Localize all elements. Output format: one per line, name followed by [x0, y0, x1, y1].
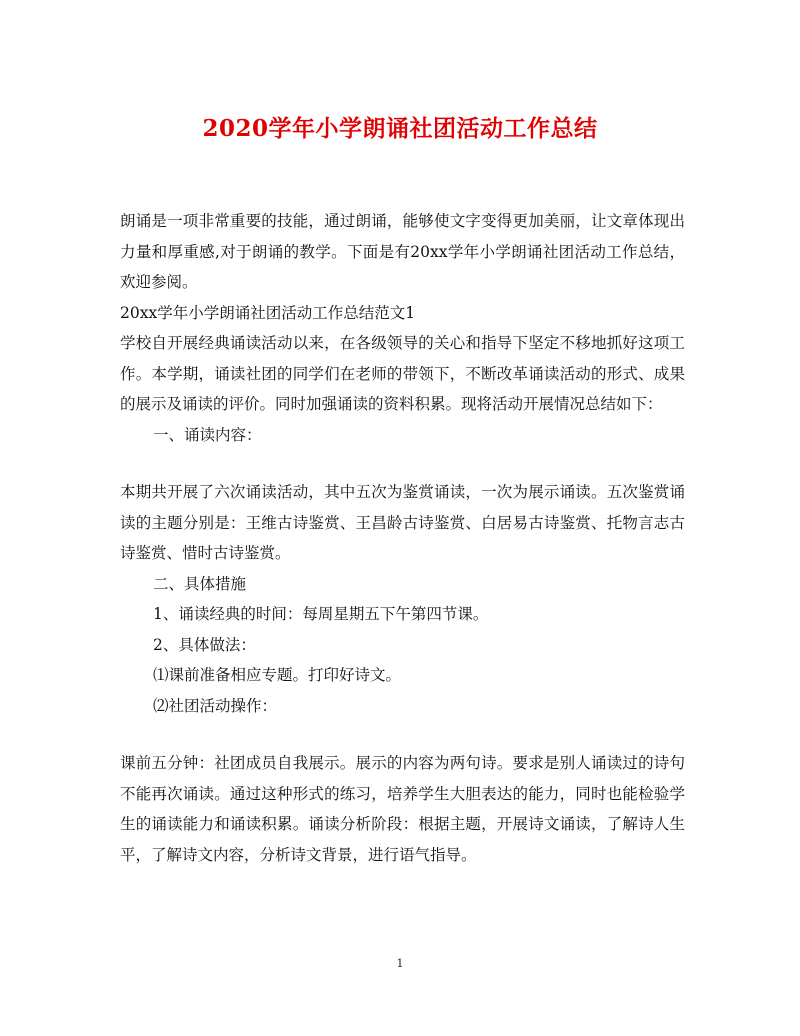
intro-paragraph: 朗诵是一项非常重要的技能，通过朗诵，能够使文字变得更加美丽，让文章体现出力量和厚重感,对于朗诵的教学。下面是有20xx学年小学朗诵社团活动工作总结，欢迎参阅。 [120, 212, 685, 291]
list-item: ⑴课前准备相应专题。打印好诗文。 [153, 666, 402, 684]
page-number: 1 [396, 957, 404, 970]
list-item: 1、诵读经典的时间：每周星期五下午第四节课。 [153, 605, 489, 623]
document-body [120, 206, 685, 870]
body-paragraph: 本期共开展了六次诵读活动，其中五次为鉴赏诵读，一次为展示诵读。五次鉴赏诵读的主题分别是：王维古诗鉴赏、王昌龄古诗鉴赏、白居易古诗鉴赏、托物言志古诗鉴赏、惜时古诗鉴赏。 [120, 483, 685, 562]
body-paragraph: 学校自开展经典诵读活动以来，在各级领导的关心和指导下坚定不移地抓好这项工作。本学期，诵读社团的同学们在老师的带领下，不断改革诵读活动的形式、成果的展示及诵读的评价。同时加强诵读的资料积累。现将活动开展情况总结如下： [120, 334, 685, 413]
section-heading: 20xx学年小学朗诵社团活动工作总结范文1 [120, 303, 416, 322]
subheading-content: 一、诵读内容： [153, 425, 262, 444]
document-title: 2020学年小学朗诵社团活动工作总结 [202, 115, 598, 142]
subheading-measures: 二、具体措施 [153, 574, 247, 593]
body-paragraph: 课前五分钟：社团成员自我展示。展示的内容为两句诗。要求是别人诵读过的诗句不能再次诵读。通过这种形式的练习，培养学生大胆表达的能力，同时也能检验学生的诵读能力和诵读积累。诵读分析阶段：根据主题，开展诗文诵读，了解诗人生平，了解诗文内容，分析诗文背景，进行语气指导。 [120, 754, 685, 864]
list-item: 2、具体做法： [153, 635, 256, 654]
list-item: ⑵社团活动操作： [153, 696, 278, 715]
